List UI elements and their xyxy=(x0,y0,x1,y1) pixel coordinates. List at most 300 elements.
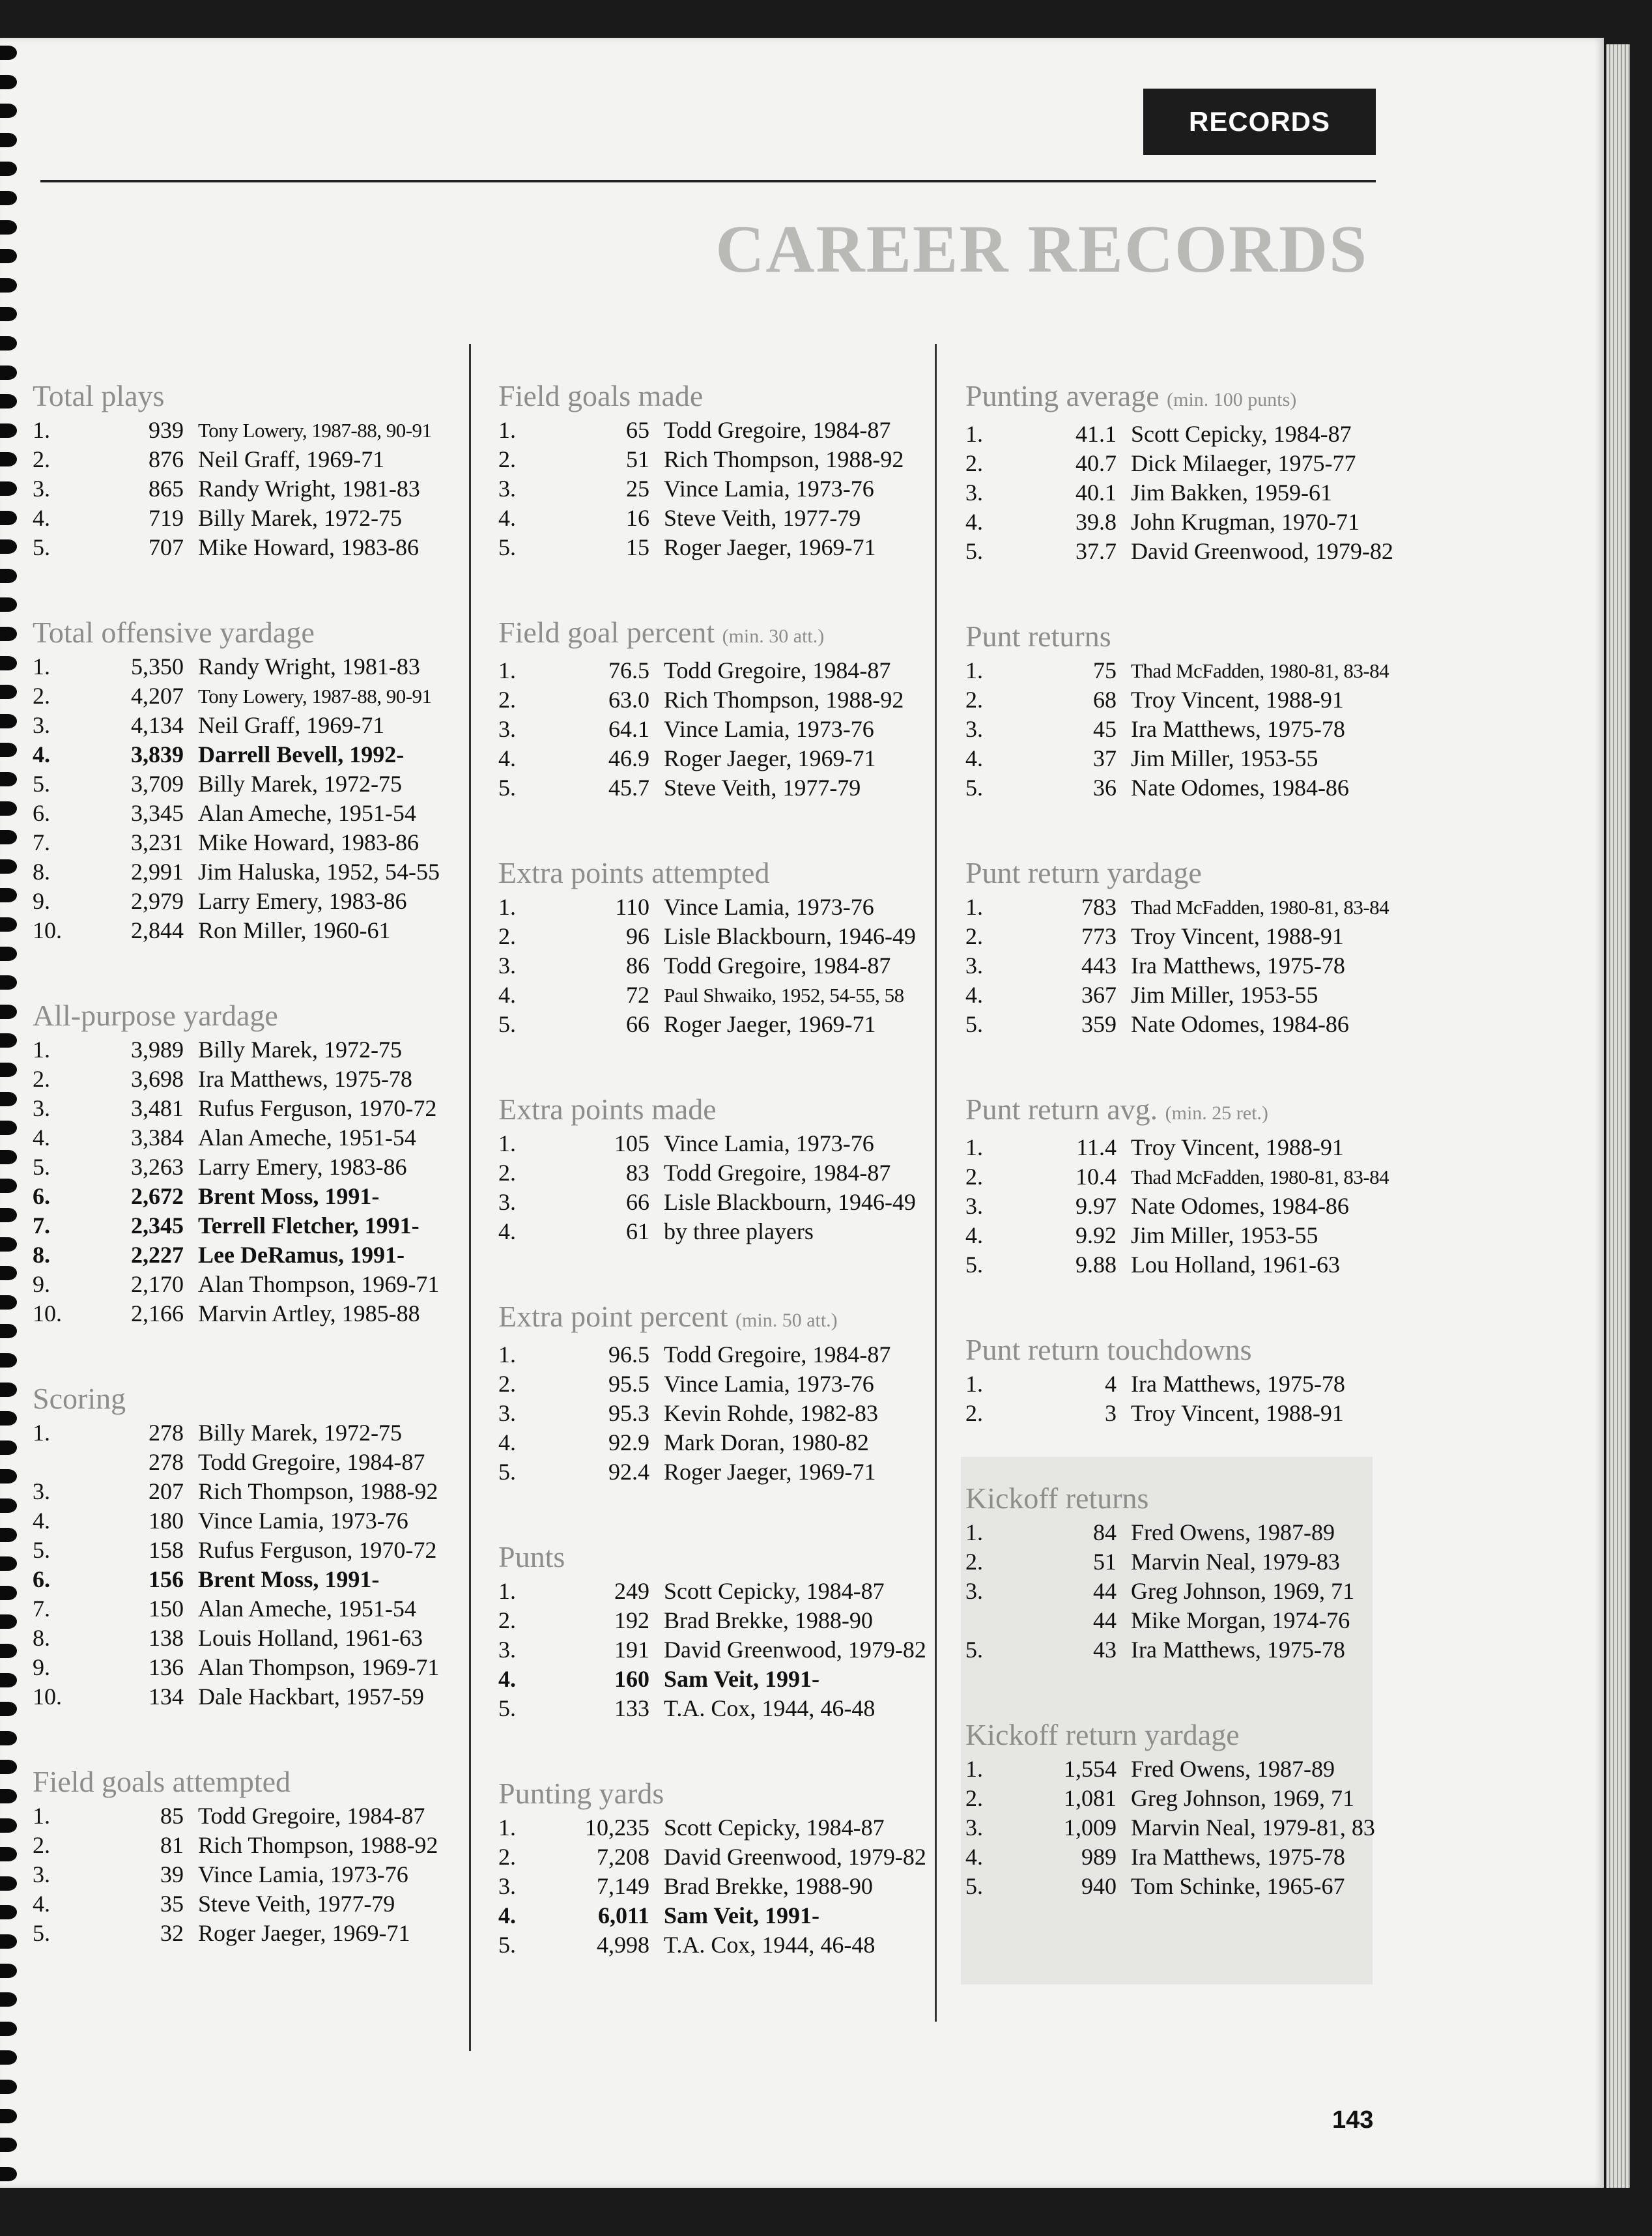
record-rank: 1. xyxy=(965,1371,983,1397)
section-heading xyxy=(965,1479,1369,1518)
record-row xyxy=(498,1577,922,1606)
record-row xyxy=(965,1133,1369,1162)
records-column-3 xyxy=(965,377,1393,1952)
record-holder: Larry Emery, 1983-86 xyxy=(198,1154,407,1180)
record-holder: Jim Haluska, 1952, 54-55 xyxy=(198,859,440,885)
record-holder: Troy Vincent, 1988-91 xyxy=(1131,687,1344,713)
record-value: 95.3 xyxy=(608,1400,649,1426)
record-rank: 4. xyxy=(965,982,983,1008)
record-holder: Lou Holland, 1961-63 xyxy=(1131,1252,1340,1278)
record-holder: Paul Shwaiko, 1952, 54-55, 58 xyxy=(664,984,904,1007)
record-rank: 5. xyxy=(33,1920,50,1946)
record-value: 136 xyxy=(149,1654,184,1680)
record-rank: 1. xyxy=(498,657,516,683)
record-row xyxy=(33,1506,456,1536)
record-holder: Todd Gregoire, 1984-87 xyxy=(664,1160,891,1186)
record-rank: 2. xyxy=(33,1832,50,1858)
record-holder: David Greenwood, 1979-82 xyxy=(664,1844,926,1870)
record-holder: Ron Miller, 1960-61 xyxy=(198,917,391,943)
record-rank: 2. xyxy=(498,1160,516,1186)
section-heading xyxy=(33,377,456,416)
record-holder: Mark Doran, 1980-82 xyxy=(664,1429,869,1455)
record-value: 10,235 xyxy=(585,1814,649,1841)
record-row xyxy=(498,1842,926,1872)
record-rank: 2. xyxy=(965,687,983,713)
record-rank: 5. xyxy=(33,1537,50,1563)
record-value: 134 xyxy=(149,1684,184,1710)
record-value: 110 xyxy=(615,894,649,920)
record-holder: Fred Owens, 1987-89 xyxy=(1131,1756,1335,1782)
record-row xyxy=(33,1653,456,1682)
record-holder: Lisle Blackbourn, 1946-49 xyxy=(664,923,916,949)
record-rank: 10. xyxy=(33,1684,62,1710)
spiral-coil xyxy=(0,46,17,60)
spiral-coil xyxy=(0,1411,17,1426)
record-row xyxy=(33,740,456,769)
record-holder: Roger Jaeger, 1969-71 xyxy=(664,1011,876,1037)
record-row xyxy=(498,1694,922,1723)
record-holder: Jim Miller, 1953-55 xyxy=(1131,982,1318,1008)
record-value: 86 xyxy=(626,953,649,979)
section-heading xyxy=(965,1090,1369,1133)
record-row xyxy=(965,951,1369,981)
record-holder: Todd Gregoire, 1984-87 xyxy=(664,1341,891,1368)
record-holder: Ira Matthews, 1975-78 xyxy=(1131,716,1345,742)
record-rank: 5. xyxy=(498,1011,516,1037)
record-row xyxy=(33,799,456,828)
record-rank: 3. xyxy=(498,1873,516,1899)
record-rank: 4. xyxy=(498,1902,516,1928)
record-row xyxy=(965,1518,1369,1547)
record-value: 51 xyxy=(1093,1549,1117,1575)
record-value: 2,170 xyxy=(131,1271,184,1297)
spiral-coil xyxy=(0,452,17,466)
section-heading xyxy=(965,853,1369,893)
record-value: 4,998 xyxy=(597,1932,649,1958)
spiral-coil xyxy=(0,1760,17,1774)
section-title: Punt returns xyxy=(965,620,1111,653)
record-row xyxy=(33,1565,456,1594)
record-holder: Rufus Ferguson, 1970-72 xyxy=(198,1095,437,1121)
record-holder: Mike Howard, 1983-86 xyxy=(198,534,419,560)
spiral-coil xyxy=(0,423,17,438)
record-holder: Roger Jaeger, 1969-71 xyxy=(664,745,876,771)
record-value: 158 xyxy=(149,1537,184,1563)
record-row xyxy=(498,416,922,445)
record-value: 719 xyxy=(149,505,184,531)
record-rank: 7. xyxy=(33,1596,50,1622)
record-rank: 1. xyxy=(498,1341,516,1368)
record-value: 3,989 xyxy=(131,1037,184,1063)
spiral-coil xyxy=(0,1033,17,1048)
record-value: 7,149 xyxy=(597,1873,649,1899)
record-row xyxy=(965,685,1369,715)
record-rank: 1. xyxy=(965,894,983,920)
record-holder: Scott Cepicky, 1984-87 xyxy=(664,1578,885,1604)
record-value: 85 xyxy=(160,1803,184,1829)
record-holder: Randy Wright, 1981-83 xyxy=(198,653,420,680)
record-value: 192 xyxy=(614,1607,649,1633)
section-heading xyxy=(498,1774,922,1813)
record-row xyxy=(498,1010,922,1039)
record-value: 3,384 xyxy=(131,1125,184,1151)
record-row xyxy=(33,1123,456,1153)
record-holder: Thad McFadden, 1980-81, 83-84 xyxy=(1131,1166,1389,1188)
record-value: 96 xyxy=(626,923,649,949)
record-row xyxy=(33,1801,456,1831)
record-value: 367 xyxy=(1081,982,1117,1008)
record-holder: T.A. Cox, 1944, 46-48 xyxy=(664,1932,876,1958)
record-holder: Lee DeRamus, 1991- xyxy=(198,1242,405,1268)
section-qualifier: (min. 100 punts) xyxy=(1167,389,1297,410)
record-value: 10.4 xyxy=(1075,1164,1117,1190)
record-rank: 3. xyxy=(965,1193,983,1219)
record-rank: 9. xyxy=(33,888,50,914)
record-value: 7,208 xyxy=(597,1844,649,1870)
record-holder: Brad Brekke, 1988-90 xyxy=(664,1607,873,1633)
record-holder: Darrell Bevell, 1992- xyxy=(198,741,405,767)
record-holder: Alan Ameche, 1951-54 xyxy=(198,800,416,826)
spiral-coil xyxy=(0,1905,17,1919)
record-value: 9.97 xyxy=(1075,1193,1117,1219)
record-holder: Thad McFadden, 1980-81, 83-84 xyxy=(1131,896,1389,919)
record-holder: Neil Graff, 1969-71 xyxy=(198,446,385,472)
record-value: 249 xyxy=(614,1578,649,1604)
record-rank: 5. xyxy=(965,1252,983,1278)
record-holder: Troy Vincent, 1988-91 xyxy=(1131,1400,1344,1426)
record-value: 72 xyxy=(626,982,649,1008)
spiral-coil xyxy=(0,888,17,902)
record-rank: 9. xyxy=(33,1271,50,1297)
spiral-coil xyxy=(0,1353,17,1368)
spiral-coil xyxy=(0,656,17,670)
record-row xyxy=(965,1250,1369,1280)
record-row xyxy=(965,1192,1369,1221)
spiral-coil xyxy=(0,539,17,554)
section-heading xyxy=(965,377,1369,420)
record-value: 940 xyxy=(1081,1873,1117,1899)
spiral-coil xyxy=(0,1673,17,1687)
record-holder: Vince Lamia, 1973-76 xyxy=(664,716,874,742)
record-value: 63.0 xyxy=(608,687,649,713)
section-title: Field goals attempted xyxy=(33,1765,291,1798)
record-holder: Mike Morgan, 1974-76 xyxy=(1131,1607,1350,1633)
record-row xyxy=(965,1162,1389,1192)
record-row xyxy=(965,1813,1375,1842)
section-title: Field goals made xyxy=(498,379,704,412)
record-row xyxy=(33,1299,456,1328)
record-value: 61 xyxy=(626,1218,649,1244)
record-rank: 4. xyxy=(498,1218,516,1244)
record-row xyxy=(965,656,1389,685)
record-holder: Vince Lamia, 1973-76 xyxy=(198,1861,408,1887)
spiral-coil xyxy=(0,2167,17,2181)
record-value: 4,134 xyxy=(131,712,184,738)
book-page xyxy=(0,38,1604,2188)
record-row xyxy=(33,857,456,887)
record-holder: Sam Veit, 1991- xyxy=(664,1902,820,1928)
record-holder: Ira Matthews, 1975-78 xyxy=(1131,953,1345,979)
record-row xyxy=(33,887,456,916)
spiral-coil xyxy=(0,1702,17,1716)
section-title: Punts xyxy=(498,1540,565,1573)
record-rank: 3. xyxy=(965,1814,983,1841)
record-row xyxy=(33,533,456,562)
record-row xyxy=(965,537,1393,566)
record-section xyxy=(965,377,1393,566)
record-value: 783 xyxy=(1081,894,1117,920)
page-title: CAREER RECORDS xyxy=(715,212,1368,287)
spiral-coil xyxy=(0,366,17,380)
spiral-coil xyxy=(0,859,17,874)
record-value: 2,672 xyxy=(131,1183,184,1209)
record-value: 95.5 xyxy=(608,1371,649,1397)
record-rank: 2. xyxy=(498,1844,516,1870)
record-value: 3,839 xyxy=(131,741,184,767)
spiral-coil xyxy=(0,975,17,990)
record-row xyxy=(498,1428,922,1457)
record-rank: 3. xyxy=(498,1189,516,1215)
record-rank: 2. xyxy=(498,1607,516,1633)
record-rank: 4. xyxy=(33,1125,50,1151)
record-holder: Dick Milaeger, 1975-77 xyxy=(1131,450,1356,476)
section-heading xyxy=(965,617,1369,656)
record-rank: 4. xyxy=(498,1429,516,1455)
record-value: 92.4 xyxy=(608,1459,649,1485)
record-value: 40.1 xyxy=(1075,480,1117,506)
record-rank: 1. xyxy=(965,657,983,683)
record-value: 2,227 xyxy=(131,1242,184,1268)
record-row xyxy=(498,504,922,533)
record-rank: 5. xyxy=(498,1695,516,1721)
record-rank: 2. xyxy=(498,923,516,949)
record-rank: 1. xyxy=(498,1578,516,1604)
record-row xyxy=(498,685,922,715)
record-rank: 2. xyxy=(33,683,50,709)
record-rank: 8. xyxy=(33,859,50,885)
spiral-coil xyxy=(0,917,17,932)
record-holder: Troy Vincent, 1988-91 xyxy=(1131,1134,1344,1160)
record-value: 2,166 xyxy=(131,1300,184,1326)
record-row xyxy=(498,1369,922,1399)
spiral-coil xyxy=(0,1208,17,1222)
record-row xyxy=(498,1340,922,1369)
record-value: 44 xyxy=(1093,1607,1117,1633)
spiral-coil xyxy=(0,2022,17,2036)
record-holder: Marvin Artley, 1985-88 xyxy=(198,1300,420,1326)
section-heading xyxy=(965,1715,1369,1755)
record-section xyxy=(965,1715,1375,1901)
record-value: 138 xyxy=(149,1625,184,1651)
record-rank: 4. xyxy=(33,741,50,767)
record-value: 39 xyxy=(160,1861,184,1887)
record-rank: 4. xyxy=(965,745,983,771)
record-holder: David Greenwood, 1979-82 xyxy=(664,1637,926,1663)
record-rank: 6. xyxy=(33,1183,50,1209)
record-row xyxy=(33,1682,456,1712)
record-rank: 5. xyxy=(965,1873,983,1899)
record-holder: Vince Lamia, 1973-76 xyxy=(198,1508,408,1534)
record-value: 1,009 xyxy=(1064,1814,1117,1841)
record-rank: 3. xyxy=(33,1861,50,1887)
record-holder: Dale Hackbart, 1957-59 xyxy=(198,1684,424,1710)
record-holder: Neil Graff, 1969-71 xyxy=(198,712,385,738)
record-value: 989 xyxy=(1081,1844,1117,1870)
record-holder: Tony Lowery, 1987-88, 90-91 xyxy=(198,685,432,708)
record-section xyxy=(965,1479,1369,1665)
record-row xyxy=(33,711,456,740)
record-holder: Roger Jaeger, 1969-71 xyxy=(664,534,876,560)
record-rank: 1. xyxy=(33,1037,50,1063)
record-rank: 4. xyxy=(498,982,516,1008)
section-heading xyxy=(965,1330,1369,1369)
record-row xyxy=(33,1240,456,1270)
record-row xyxy=(33,1448,456,1477)
record-row xyxy=(965,1399,1369,1428)
record-value: 3,345 xyxy=(131,800,184,826)
record-row xyxy=(33,769,456,799)
record-holder: Marvin Neal, 1979-83 xyxy=(1131,1549,1340,1575)
spiral-coil xyxy=(0,2080,17,2094)
record-holder: Alan Thompson, 1969-71 xyxy=(198,1654,440,1680)
record-value: 15 xyxy=(626,534,649,560)
record-rank: 2. xyxy=(965,1785,983,1811)
record-value: 876 xyxy=(149,446,184,472)
record-value: 3,709 xyxy=(131,771,184,797)
spiral-coil xyxy=(0,104,17,118)
record-value: 83 xyxy=(626,1160,649,1186)
record-value: 3 xyxy=(1105,1400,1117,1426)
record-rank: 8. xyxy=(33,1242,50,1268)
record-rank: 3. xyxy=(498,1637,516,1663)
record-rank: 1. xyxy=(33,1420,50,1446)
record-row xyxy=(498,1457,922,1487)
spiral-coil xyxy=(0,1789,17,1803)
record-value: 11.4 xyxy=(1076,1134,1117,1160)
spiral-coil xyxy=(0,1324,17,1338)
record-value: 76.5 xyxy=(608,657,649,683)
record-holder: Steve Veith, 1977-79 xyxy=(664,775,861,801)
record-row xyxy=(965,449,1369,478)
record-holder: Jim Miller, 1953-55 xyxy=(1131,745,1318,771)
section-heading xyxy=(498,1538,922,1577)
record-rank: 4. xyxy=(33,1508,50,1534)
section-heading xyxy=(498,613,922,656)
spiral-coil xyxy=(0,1556,17,1571)
record-rank: 5. xyxy=(498,1459,516,1485)
record-section xyxy=(33,377,456,562)
spiral-coil xyxy=(0,830,17,844)
spiral-coil xyxy=(0,714,17,728)
record-value: 443 xyxy=(1081,953,1117,979)
record-holder: Todd Gregoire, 1984-87 xyxy=(664,657,891,683)
record-value: 39.8 xyxy=(1075,509,1117,535)
record-rank: 2. xyxy=(965,923,983,949)
section-title: Extra points made xyxy=(498,1093,717,1126)
record-holder: Rich Thompson, 1988-92 xyxy=(198,1832,438,1858)
record-rank: 1. xyxy=(33,653,50,680)
spiral-coil xyxy=(0,2138,17,2152)
spiral-coil xyxy=(0,511,17,525)
record-rank: 9. xyxy=(33,1654,50,1680)
spiral-coil xyxy=(0,1528,17,1542)
section-title: Punt return touchdowns xyxy=(965,1333,1252,1366)
record-holder: Billy Marek, 1972-75 xyxy=(198,505,402,531)
record-rank: 2. xyxy=(33,446,50,472)
section-tab: RECORDS xyxy=(1143,89,1376,155)
record-holder: Brent Moss, 1991- xyxy=(198,1566,380,1592)
record-row xyxy=(498,1188,922,1217)
record-section xyxy=(498,1297,922,1487)
record-rank: 4. xyxy=(33,505,50,531)
record-holder: Roger Jaeger, 1969-71 xyxy=(664,1459,876,1485)
record-rank: 2. xyxy=(965,450,983,476)
record-value: 2,844 xyxy=(131,917,184,943)
record-holder: Vince Lamia, 1973-76 xyxy=(664,1371,874,1397)
record-row xyxy=(965,981,1369,1010)
record-rank xyxy=(33,1448,93,1477)
record-value: 44 xyxy=(1093,1578,1117,1604)
record-row xyxy=(33,916,456,945)
section-title: All-purpose yardage xyxy=(33,999,278,1032)
record-value: 207 xyxy=(149,1478,184,1504)
record-holder: Tony Lowery, 1987-88, 90-91 xyxy=(198,419,432,442)
record-row xyxy=(33,1477,456,1506)
record-section xyxy=(498,613,922,803)
record-rank: 8. xyxy=(33,1625,50,1651)
record-holder: Ira Matthews, 1975-78 xyxy=(198,1066,412,1092)
record-row xyxy=(33,1035,456,1065)
spiral-coil xyxy=(0,1092,17,1106)
record-value: 68 xyxy=(1093,687,1117,713)
record-section xyxy=(498,1538,926,1723)
record-rank: 3. xyxy=(33,712,50,738)
record-value: 6,011 xyxy=(597,1902,649,1928)
spiral-coil xyxy=(0,627,17,641)
record-rank: 2. xyxy=(498,687,516,713)
record-rank: 4. xyxy=(498,745,516,771)
record-rank: 1. xyxy=(33,417,50,443)
record-row xyxy=(498,1158,922,1188)
record-holder: Brad Brekke, 1988-90 xyxy=(664,1873,873,1899)
record-holder: Alan Ameche, 1951-54 xyxy=(198,1125,416,1151)
spiral-coil xyxy=(0,772,17,786)
record-value: 865 xyxy=(149,476,184,502)
record-row xyxy=(498,1930,922,1960)
record-holder: Billy Marek, 1972-75 xyxy=(198,1037,402,1063)
record-holder: Brent Moss, 1991- xyxy=(198,1183,380,1209)
record-row xyxy=(498,1606,922,1635)
record-holder: Randy Wright, 1981-83 xyxy=(198,476,420,502)
record-value: 1,554 xyxy=(1064,1756,1117,1782)
section-qualifier: (min. 50 att.) xyxy=(735,1310,838,1331)
record-value: 37.7 xyxy=(1075,538,1117,564)
record-row xyxy=(965,893,1389,922)
spiral-coil xyxy=(0,307,17,321)
record-row xyxy=(33,652,456,681)
record-rank xyxy=(965,1606,1025,1635)
spiral-coil xyxy=(0,597,17,612)
record-rank: 10. xyxy=(33,917,62,943)
page-edges xyxy=(1606,44,1630,2188)
record-holder: T.A. Cox, 1944, 46-48 xyxy=(664,1695,876,1721)
record-value: 2,979 xyxy=(131,888,184,914)
record-rank: 5. xyxy=(965,1637,983,1663)
record-value: 81 xyxy=(160,1832,184,1858)
record-section xyxy=(498,1774,926,1960)
spiral-coil xyxy=(0,1295,17,1310)
record-row xyxy=(33,1065,456,1094)
